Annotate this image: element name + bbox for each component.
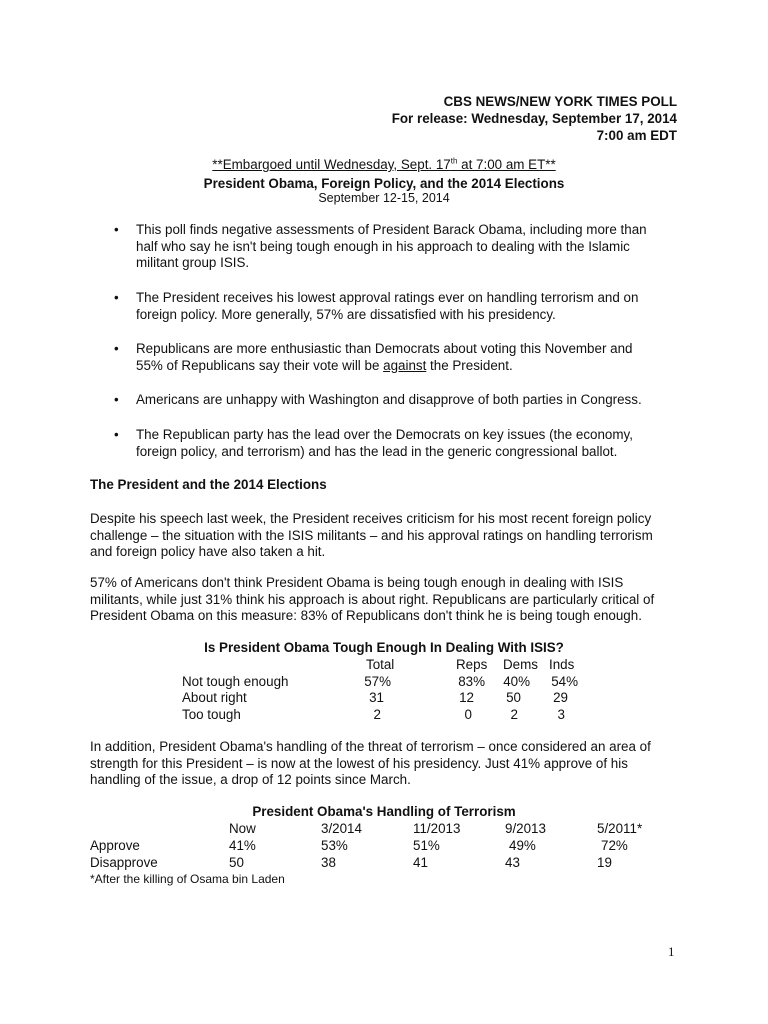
- column-header: 11/2013: [413, 821, 461, 836]
- bullet-line: foreign policy. More generally, 57% are dissatisfied with his presidency.: [136, 306, 556, 322]
- table-cell: 53%: [321, 838, 348, 853]
- row-label: Too tough: [182, 707, 241, 722]
- paragraph-2: [90, 575, 690, 625]
- bullet-dot-icon: •: [114, 290, 119, 305]
- table-cell: 38: [321, 855, 336, 870]
- table-cell: 51%: [413, 838, 440, 853]
- column-header: Reps: [456, 657, 488, 672]
- paragraph-line: militants, while just 31% think his approach is about right. Republicans are particularly critical of: [90, 591, 655, 607]
- column-header: Total: [366, 657, 395, 672]
- row-label: Not tough enough: [182, 674, 289, 689]
- release-time: 7:00 am EDT: [596, 128, 677, 143]
- paragraph-line: handling of the issue, a drop of 12 points since March.: [90, 772, 411, 787]
- column-header: Inds: [549, 657, 575, 672]
- section-heading: The President and the 2014 Elections: [90, 477, 327, 492]
- table-cell: 50: [229, 855, 244, 870]
- table-cell: 43: [505, 855, 520, 870]
- bullet-line: half who say he isn't being tough enough in his approach to dealing with the Islamic: [136, 238, 630, 254]
- table-cell: 19: [597, 855, 612, 870]
- embargo-sup: th: [450, 156, 458, 166]
- embargo-pre: **Embargoed until Wednesday, Sept. 17: [212, 157, 451, 172]
- paragraph-3: [90, 739, 690, 789]
- table-cell: 29: [553, 690, 568, 705]
- table-cell: 2: [510, 707, 518, 722]
- bullet-1: [114, 222, 681, 272]
- poll-dates: September 12-15, 2014: [318, 191, 450, 205]
- underlined-word: against: [383, 357, 427, 373]
- table-cell: 41: [413, 855, 428, 870]
- table-title: Is President Obama Tough Enough In Dealing With ISIS?: [204, 640, 564, 655]
- bullet-dot-icon: •: [114, 392, 119, 407]
- paragraph-line: strength for this President – is now at the lowest of his presidency. Just 41% approve of his: [90, 755, 628, 771]
- bullet-line: This poll finds negative assessments of President Barack Obama, including more than: [136, 222, 647, 237]
- page-number: 1: [668, 944, 675, 959]
- bullet-dot-icon: •: [114, 222, 119, 237]
- bullet-line: militant group ISIS.: [136, 255, 250, 270]
- row-label: Approve: [90, 838, 140, 853]
- document-title: President Obama, Foreign Policy, and the 2014 Elections: [203, 176, 565, 191]
- table-footnote: *After the killing of Osama bin Laden: [90, 872, 285, 886]
- paragraph-line: 57% of Americans don't think President Obama is being tough enough in dealing with ISIS: [90, 575, 624, 590]
- table-cell: 3: [557, 707, 565, 722]
- bullet-3: [114, 341, 681, 374]
- bullet-line: The President receives his lowest approval ratings ever on handling terrorism and on: [136, 290, 639, 305]
- bullet-line: The Republican party has the lead over the Democrats on key issues (the economy,: [136, 427, 633, 442]
- embargo-notice: [0, 157, 768, 174]
- bullet-line: foreign policy, and terrorism) and has the lead in the generic congressional ballot.: [136, 443, 618, 459]
- column-header: 5/2011*: [597, 821, 643, 836]
- table-cell: 0: [464, 707, 472, 722]
- row-label: About right: [182, 690, 247, 705]
- poll-org: CBS NEWS/NEW YORK TIMES POLL: [443, 94, 677, 109]
- table-cell: 12: [459, 690, 474, 705]
- release-date: For release: Wednesday, September 17, 2014: [391, 111, 677, 126]
- bullet-dot-icon: •: [114, 341, 119, 356]
- column-header: Now: [229, 821, 256, 836]
- bullet-line: Americans are unhappy with Washington and disapprove of both parties in Congress.: [136, 392, 642, 407]
- table-cell: 40%: [503, 674, 530, 689]
- table-cell: 49%: [509, 838, 536, 853]
- table-cell: 50: [506, 690, 521, 705]
- table-cell: 72%: [601, 838, 628, 853]
- bullet-text: 55% of Republicans say their vote will be: [136, 357, 384, 373]
- bullet-text: the President.: [426, 357, 513, 373]
- column-header: 3/2014: [321, 821, 362, 836]
- release-header: [392, 94, 677, 145]
- bullet-line: [136, 358, 681, 375]
- bullet-line: Republicans are more enthusiastic than Democrats about voting this November and: [136, 341, 633, 356]
- table-cell: 2: [373, 707, 381, 722]
- table-title: President Obama's Handling of Terrorism: [252, 804, 516, 819]
- paragraph-line: President Obama on this measure: 83% of Republicans don't think he is being tough enough.: [90, 608, 642, 623]
- table-cell: 83%: [458, 674, 485, 689]
- column-header: Dems: [503, 657, 538, 672]
- table-cell: 41%: [229, 838, 256, 853]
- bullet-5: [114, 427, 681, 460]
- paragraph-1: [90, 511, 690, 561]
- paragraph-line: Despite his speech last week, the President receives criticism for his most recent foreign policy: [90, 511, 652, 526]
- column-header: 9/2013: [505, 821, 546, 836]
- paragraph-line: challenge – the situation with the ISIS militants – and his approval ratings on handling terrorism: [90, 527, 653, 543]
- table-cell: 57%: [364, 674, 391, 689]
- paragraph-line: In addition, President Obama's handling of the threat of terrorism – once considered an area of: [90, 739, 651, 754]
- table-cell: 54%: [551, 674, 578, 689]
- row-label: Disapprove: [90, 855, 158, 870]
- table-cell: 31: [369, 690, 384, 705]
- paragraph-line: and foreign policy have also taken a hit.: [90, 544, 326, 559]
- bullet-4: [114, 392, 681, 409]
- bullet-dot-icon: •: [114, 427, 119, 442]
- bullet-2: [114, 290, 681, 323]
- embargo-post: at 7:00 am ET**: [457, 157, 556, 172]
